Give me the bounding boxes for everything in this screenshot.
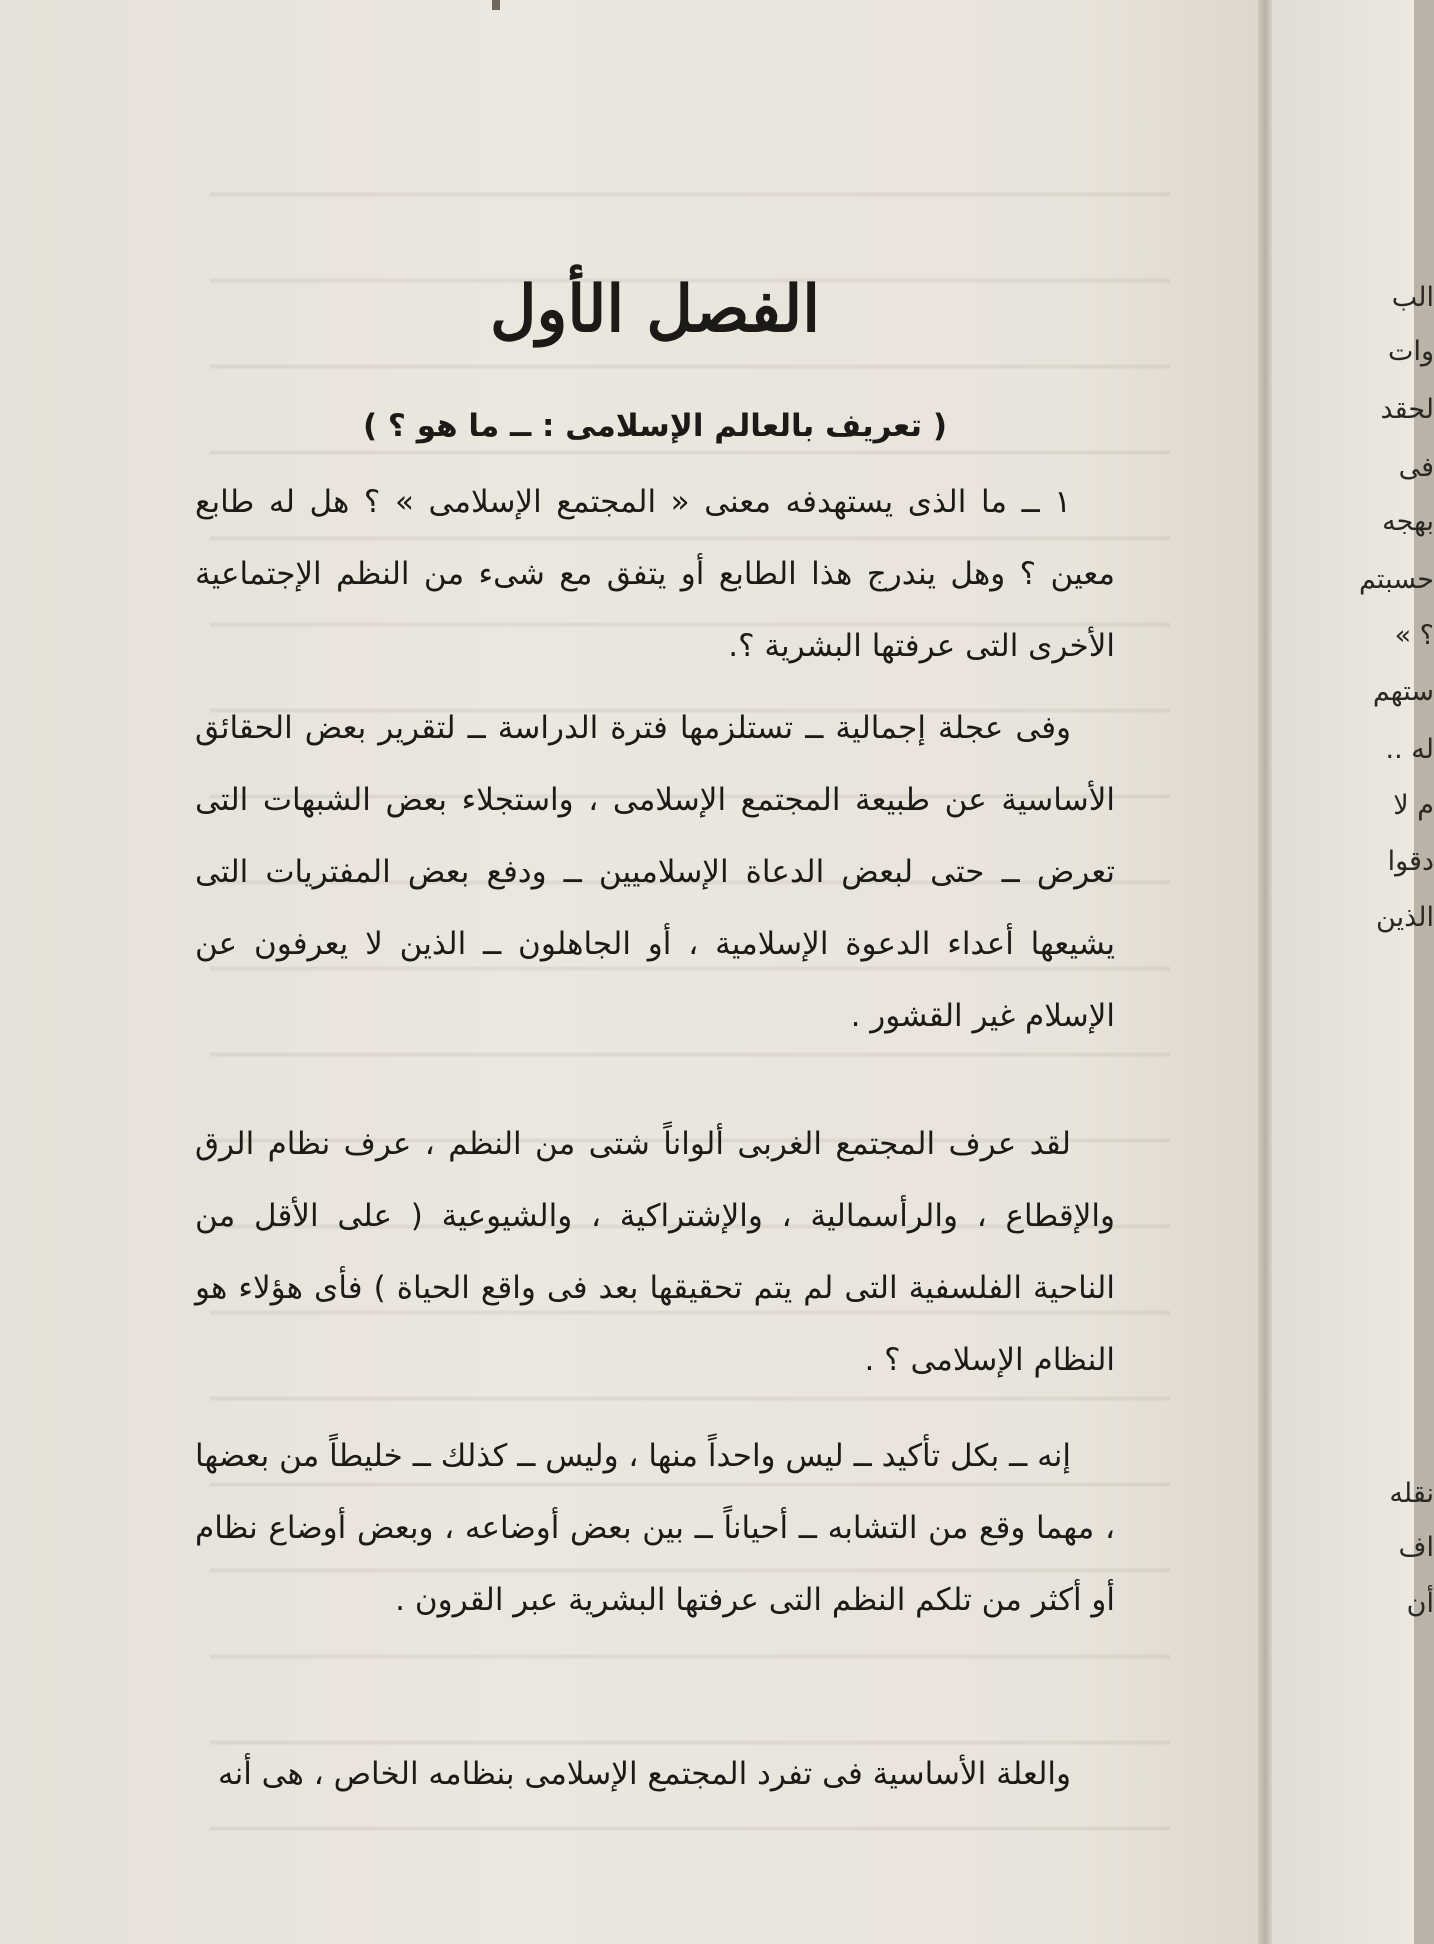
facing-line-fragment: بهجه <box>1382 506 1434 537</box>
facing-line-fragment: أن <box>1406 1588 1434 1619</box>
paragraph: لقد عرف المجتمع الغربى ألواناً شتى من النظم ، عرف نظام الرق والإقطاع ، والرأسمالية ، والإشتراكية ، والشيوعية ( على الأقل من الناحية الفلسفية التى لم يتم تحقيقها بعد فى واقع الحياة ) فأى هؤلاء هو النظام الإسلامى ؟ . <box>195 1126 1115 1378</box>
chapter-subtitle: ( تعريف بالعالم الإسلامى : ــ ما هو ؟ ) <box>362 408 948 444</box>
facing-line-fragment: م لا <box>1393 790 1434 821</box>
facing-line-fragment: ؟ » <box>1394 620 1434 651</box>
facing-line-fragment: وات <box>1388 336 1434 367</box>
facing-line-fragment: اف <box>1398 1532 1434 1563</box>
page-mark <box>492 0 500 10</box>
facing-page-text <box>1322 0 1434 1944</box>
paragraph: والعلة الأساسية فى تفرد المجتمع الإسلامى بنظامه الخاص ، هى أنه <box>217 1756 1071 1792</box>
paragraph: وفى عجلة إجمالية ــ تستلزمها فترة الدراسة ــ لتقرير بعض الحقائق الأساسية عن طبيعة المجتمع الإسلامى ، واستجلاء بعض الشبهات التى تعرض ــ حتى لبعض الدعاة الإسلاميين ــ ودفع بعض المفتريات التى يشيعها أعداء الدعوة الإسلامية ، أو الجاهلون ــ الذين لا يعرفون عن الإسلام غير القشور . <box>195 710 1115 1034</box>
paragraph: إنه ــ بكل تأكيد ــ ليس واحداً منها ، وليس ــ كذلك ــ خليطاً من بعضها ، مهما وقع من التشابه ــ أحياناً ــ بين بعض أوضاعه ، وبعض أوضاع نظام أو أكثر من تلكم النظم التى عرفتها البشرية عبر القرون . <box>195 1438 1115 1618</box>
chapter-title: الفصل الأول <box>489 272 821 347</box>
facing-line-fragment: دقوا <box>1387 846 1434 877</box>
facing-line-fragment: ستهم <box>1372 676 1434 707</box>
facing-line-fragment: الذين <box>1376 902 1434 933</box>
paragraph: ١ ــ ما الذى يستهدفه معنى « المجتمع الإسلامى » ؟ هل له طابع معين ؟ وهل يندرج هذا الطابع أو يتفق مع شىء من النظم الإجتماعية الأخرى التى عرفتها البشرية ؟. <box>195 484 1115 664</box>
facing-line-fragment: الب <box>1391 282 1434 313</box>
facing-line-fragment: له .. <box>1385 734 1434 765</box>
book-gutter <box>1258 0 1272 1944</box>
facing-line-fragment: لحقد <box>1380 394 1434 425</box>
facing-line-fragment: فى <box>1398 452 1434 483</box>
facing-line-fragment: حسبتم <box>1358 564 1434 595</box>
facing-line-fragment: نقله <box>1389 1478 1434 1509</box>
